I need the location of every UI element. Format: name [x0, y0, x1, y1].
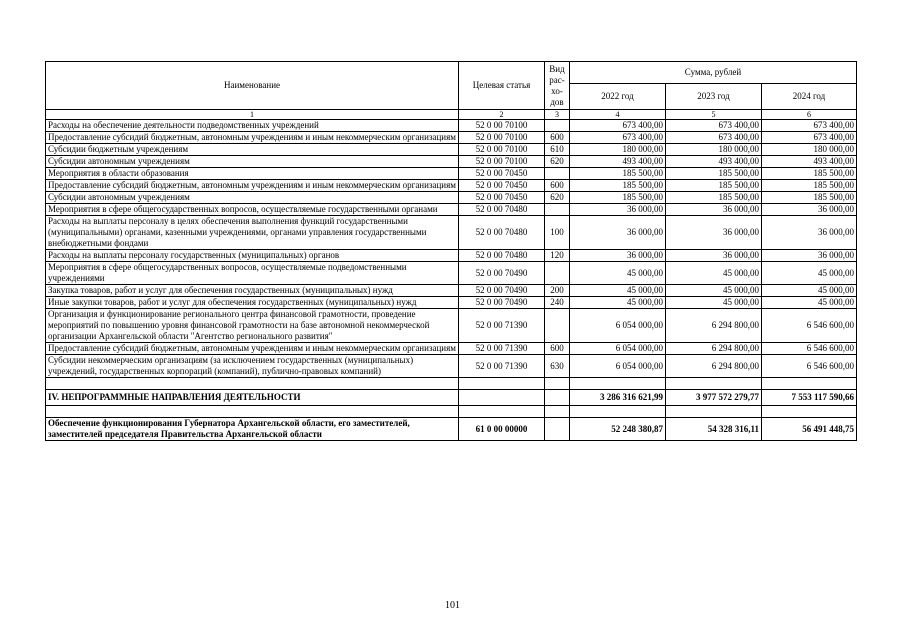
row-sum-2023: 6 294 800,00	[666, 343, 762, 355]
row-sum-2022: 493 400,00	[570, 156, 666, 168]
row-name: Субсидии некоммерческим организациям (за исключением государственных (муниципальных) учреждений, государственных корпораций (компаний), публично-правовых компаний)	[46, 355, 459, 378]
row-name: Расходы на обеспечение деятельности подведомственных учреждений	[46, 120, 459, 132]
header-vid-line2: рас-	[549, 74, 565, 85]
empty-cell	[545, 378, 570, 390]
spacer-row	[46, 406, 857, 418]
header-target-article: Целевая статья	[459, 62, 545, 110]
governor-sum-2023: 54 328 316,11	[666, 418, 762, 441]
row-sum-2024: 673 400,00	[762, 132, 857, 144]
row-target-article: 52 0 00 70490	[459, 297, 545, 309]
row-target-article: 52 0 00 70480	[459, 216, 545, 250]
row-target-article: 52 0 00 71390	[459, 355, 545, 378]
header-name: Наименование	[46, 62, 459, 110]
row-target-article: 52 0 00 70450	[459, 180, 545, 192]
row-expense-type: 200	[545, 285, 570, 297]
row-sum-2024: 6 546 600,00	[762, 309, 857, 343]
row-sum-2022: 6 054 000,00	[570, 309, 666, 343]
row-sum-2023: 45 000,00	[666, 297, 762, 309]
row-name: Расходы на выплаты персоналу в целях обеспечения выполнения функций государственными (муниципальными) органами, казенными учреждениями, органами управления государственными внебюджетными фондами	[46, 216, 459, 250]
section-row	[46, 390, 857, 406]
empty-cell	[570, 406, 666, 418]
row-target-article: 52 0 00 70450	[459, 168, 545, 180]
section-sum-2023: 3 977 572 279,77	[666, 390, 762, 406]
row-sum-2023: 45 000,00	[666, 285, 762, 297]
row-sum-2024: 45 000,00	[762, 297, 857, 309]
empty-cell	[762, 406, 857, 418]
row-sum-2024: 185 500,00	[762, 192, 857, 204]
row-sum-2023: 673 400,00	[666, 120, 762, 132]
table-row	[46, 250, 857, 262]
row-sum-2023: 185 500,00	[666, 180, 762, 192]
table-row	[46, 285, 857, 297]
row-name: Предоставление субсидий бюджетным, автономным учреждениям и иным некоммерческим организациям	[46, 180, 459, 192]
table-row	[46, 297, 857, 309]
section-sum-2022: 3 286 316 621,99	[570, 390, 666, 406]
row-sum-2023: 45 000,00	[666, 262, 762, 285]
header-year-2022: 2022 год	[570, 84, 666, 110]
column-index: 5	[666, 110, 762, 120]
column-index: 6	[762, 110, 857, 120]
budget-table	[45, 61, 857, 441]
row-expense-type	[545, 204, 570, 216]
empty-cell	[459, 406, 545, 418]
row-sum-2023: 180 000,00	[666, 144, 762, 156]
row-target-article: 52 0 00 70490	[459, 262, 545, 285]
empty-cell	[570, 378, 666, 390]
governor-target-article: 61 0 00 00000	[459, 418, 545, 441]
row-name: Субсидии бюджетным учреждениям	[46, 144, 459, 156]
empty-cell	[459, 390, 545, 406]
row-sum-2023: 36 000,00	[666, 250, 762, 262]
row-target-article: 52 0 00 71390	[459, 309, 545, 343]
row-sum-2024: 180 000,00	[762, 144, 857, 156]
column-index: 1	[46, 110, 459, 120]
row-sum-2022: 45 000,00	[570, 262, 666, 285]
governor-sum-2022: 52 248 380,87	[570, 418, 666, 441]
row-sum-2023: 185 500,00	[666, 168, 762, 180]
row-name: Предоставление субсидий бюджетным, автономным учреждениям и иным некоммерческим организациям	[46, 132, 459, 144]
row-target-article: 52 0 00 70100	[459, 120, 545, 132]
row-sum-2023: 185 500,00	[666, 192, 762, 204]
row-target-article: 52 0 00 70100	[459, 144, 545, 156]
row-sum-2022: 36 000,00	[570, 216, 666, 250]
row-expense-type: 120	[545, 250, 570, 262]
row-sum-2024: 493 400,00	[762, 156, 857, 168]
row-sum-2022: 185 500,00	[570, 180, 666, 192]
row-sum-2023: 36 000,00	[666, 216, 762, 250]
table-row	[46, 204, 857, 216]
table-row	[46, 216, 857, 250]
row-name: Предоставление субсидий бюджетным, автономным учреждениям и иным некоммерческим организациям	[46, 343, 459, 355]
row-expense-type: 100	[545, 216, 570, 250]
row-sum-2022: 36 000,00	[570, 204, 666, 216]
empty-cell	[545, 418, 570, 441]
column-index: 2	[459, 110, 545, 120]
table-body	[46, 62, 857, 441]
column-index-row	[46, 110, 857, 120]
empty-cell	[545, 390, 570, 406]
row-expense-type: 240	[545, 297, 570, 309]
row-sum-2023: 6 294 800,00	[666, 309, 762, 343]
table-row	[46, 343, 857, 355]
row-sum-2022: 6 054 000,00	[570, 355, 666, 378]
row-name: Закупка товаров, работ и услуг для обеспечения государственных (муниципальных) нужд	[46, 285, 459, 297]
empty-cell	[545, 406, 570, 418]
row-sum-2024: 673 400,00	[762, 120, 857, 132]
row-target-article: 52 0 00 71390	[459, 343, 545, 355]
table-row	[46, 180, 857, 192]
empty-cell	[46, 378, 459, 390]
row-sum-2023: 673 400,00	[666, 132, 762, 144]
row-expense-type	[545, 309, 570, 343]
header-sum: Сумма, рублей	[570, 62, 857, 84]
row-sum-2022: 45 000,00	[570, 297, 666, 309]
row-name: Субсидии автономным учреждениям	[46, 192, 459, 204]
row-expense-type	[545, 120, 570, 132]
row-expense-type: 600	[545, 132, 570, 144]
row-name: Субсидии автономным учреждениям	[46, 156, 459, 168]
empty-cell	[459, 378, 545, 390]
row-name: Мероприятия в области образования	[46, 168, 459, 180]
table-row	[46, 168, 857, 180]
header-year-2024: 2024 год	[762, 84, 857, 110]
row-sum-2023: 6 294 800,00	[666, 355, 762, 378]
row-sum-2022: 36 000,00	[570, 250, 666, 262]
empty-cell	[666, 378, 762, 390]
row-sum-2022: 673 400,00	[570, 132, 666, 144]
table-row	[46, 262, 857, 285]
header-expense-type	[545, 62, 570, 110]
row-sum-2024: 6 546 600,00	[762, 343, 857, 355]
header-row	[46, 62, 857, 84]
governor-name: Обеспечение функционирования Губернатора Архангельской области, его заместителей, заместителей председателя Правительства Архангельской области	[46, 418, 459, 441]
empty-cell	[46, 406, 459, 418]
row-sum-2024: 36 000,00	[762, 204, 857, 216]
row-sum-2024: 185 500,00	[762, 180, 857, 192]
row-target-article: 52 0 00 70450	[459, 192, 545, 204]
row-target-article: 52 0 00 70100	[459, 156, 545, 168]
row-sum-2022: 180 000,00	[570, 144, 666, 156]
table-row	[46, 156, 857, 168]
row-name: Организация и функционирование регионального центра финансовой грамотности, проведение мероприятий по повышению уровня финансовой грамотности на базе автономной некоммерческой организации Архангельской области "Агентство регионального развития"	[46, 309, 459, 343]
governor-row	[46, 418, 857, 441]
header-vid-line4: дов	[550, 96, 564, 107]
header-vid-line3: хо-	[551, 85, 563, 96]
row-expense-type	[545, 262, 570, 285]
row-sum-2024: 36 000,00	[762, 216, 857, 250]
governor-sum-2024: 56 491 448,75	[762, 418, 857, 441]
row-expense-type: 600	[545, 180, 570, 192]
column-index: 4	[570, 110, 666, 120]
row-sum-2024: 45 000,00	[762, 262, 857, 285]
row-sum-2022: 185 500,00	[570, 192, 666, 204]
spacer-row	[46, 378, 857, 390]
row-name: Мероприятия в сфере общегосударственных вопросов, осуществляемые подведомственными учреждениями	[46, 262, 459, 285]
row-sum-2024: 45 000,00	[762, 285, 857, 297]
row-sum-2024: 6 546 600,00	[762, 355, 857, 378]
section-title: IV. НЕПРОГРАММНЫЕ НАПРАВЛЕНИЯ ДЕЯТЕЛЬНОСТИ	[46, 390, 459, 406]
row-expense-type: 620	[545, 192, 570, 204]
row-sum-2022: 45 000,00	[570, 285, 666, 297]
section-sum-2024: 7 553 117 590,66	[762, 390, 857, 406]
column-index: 3	[545, 110, 570, 120]
row-name: Иные закупки товаров, работ и услуг для обеспечения государственных (муниципальных) нужд	[46, 297, 459, 309]
row-name: Расходы на выплаты персоналу государственных (муниципальных) органов	[46, 250, 459, 262]
row-target-article: 52 0 00 70480	[459, 250, 545, 262]
row-sum-2023: 36 000,00	[666, 204, 762, 216]
row-expense-type: 600	[545, 343, 570, 355]
table-row	[46, 192, 857, 204]
empty-cell	[762, 378, 857, 390]
header-year-2023: 2023 год	[666, 84, 762, 110]
row-name: Мероприятия в сфере общегосударственных вопросов, осуществляемые государственными органами	[46, 204, 459, 216]
row-expense-type	[545, 168, 570, 180]
row-target-article: 52 0 00 70480	[459, 204, 545, 216]
row-expense-type: 630	[545, 355, 570, 378]
row-sum-2022: 673 400,00	[570, 120, 666, 132]
table-row	[46, 144, 857, 156]
page-number: 101	[445, 600, 460, 611]
table-row	[46, 355, 857, 378]
table-row	[46, 132, 857, 144]
row-target-article: 52 0 00 70100	[459, 132, 545, 144]
row-sum-2024: 185 500,00	[762, 168, 857, 180]
row-target-article: 52 0 00 70490	[459, 285, 545, 297]
row-sum-2022: 6 054 000,00	[570, 343, 666, 355]
empty-cell	[666, 406, 762, 418]
header-vid-line1: Вид	[549, 63, 565, 74]
row-sum-2023: 493 400,00	[666, 156, 762, 168]
row-sum-2022: 185 500,00	[570, 168, 666, 180]
table-row	[46, 120, 857, 132]
row-expense-type: 620	[545, 156, 570, 168]
row-expense-type: 610	[545, 144, 570, 156]
row-sum-2024: 36 000,00	[762, 250, 857, 262]
table-row	[46, 309, 857, 343]
